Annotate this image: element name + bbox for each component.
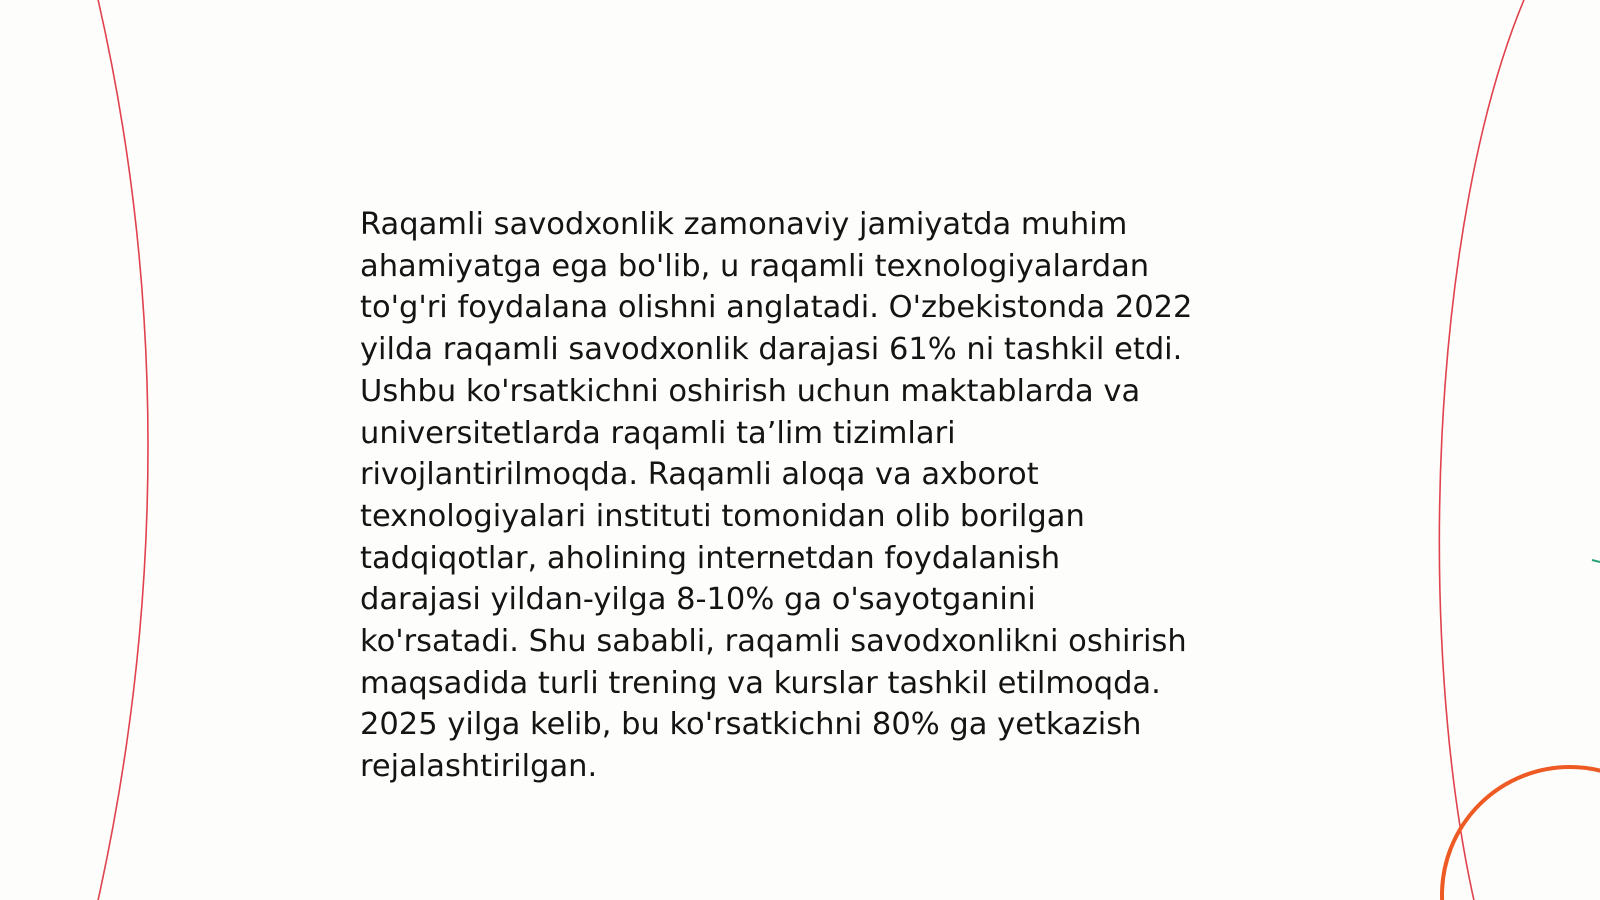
paragraph-line: ko'rsatadi. Shu sababli, raqamli savodxonlikni oshirish bbox=[360, 624, 1187, 660]
paragraph-line: maqsadida turli trening va kurslar tashkil etilmoqda. bbox=[360, 665, 1161, 701]
paragraph-line: universitetlarda raqamli ta’lim tizimlari bbox=[360, 415, 956, 451]
left-curve-line bbox=[97, 0, 148, 900]
paragraph-line: ahamiyatga ega bo'lib, u raqamli texnologiyalardan bbox=[360, 248, 1150, 284]
paragraph-line: 2025 yilga kelib, bu ko'rsatkichni 80% ga yetkazish bbox=[360, 707, 1142, 743]
orange-arc bbox=[1442, 767, 1600, 900]
slide-paragraph bbox=[360, 204, 1260, 788]
paragraph-line: to'g'ri foydalana olishni anglatadi. O'zbekistonda 2022 bbox=[360, 290, 1193, 326]
paragraph-line: rejalashtirilgan. bbox=[360, 749, 598, 785]
paragraph-line: yilda raqamli savodxonlik darajasi 61% ni tashkil etdi. bbox=[360, 332, 1183, 368]
teal-mark bbox=[1592, 560, 1600, 562]
paragraph-line: Ushbu ko'rsatkichni oshirish uchun maktablarda va bbox=[360, 373, 1141, 409]
paragraph-line: darajasi yildan-yilga 8-10% ga o'sayotganini bbox=[360, 582, 1036, 618]
paragraph-line: tadqiqotlar, aholining internetdan foydalanish bbox=[360, 540, 1061, 576]
paragraph-line: texnologiyalari instituti tomonidan olib borilgan bbox=[360, 498, 1085, 534]
paragraph-line: Raqamli savodxonlik zamonaviy jamiyatda muhim bbox=[360, 207, 1128, 242]
paragraph-line: rivojlantirilmoqda. Raqamli aloqa va axborot bbox=[360, 457, 1039, 493]
right-curve-line bbox=[1439, 0, 1526, 900]
